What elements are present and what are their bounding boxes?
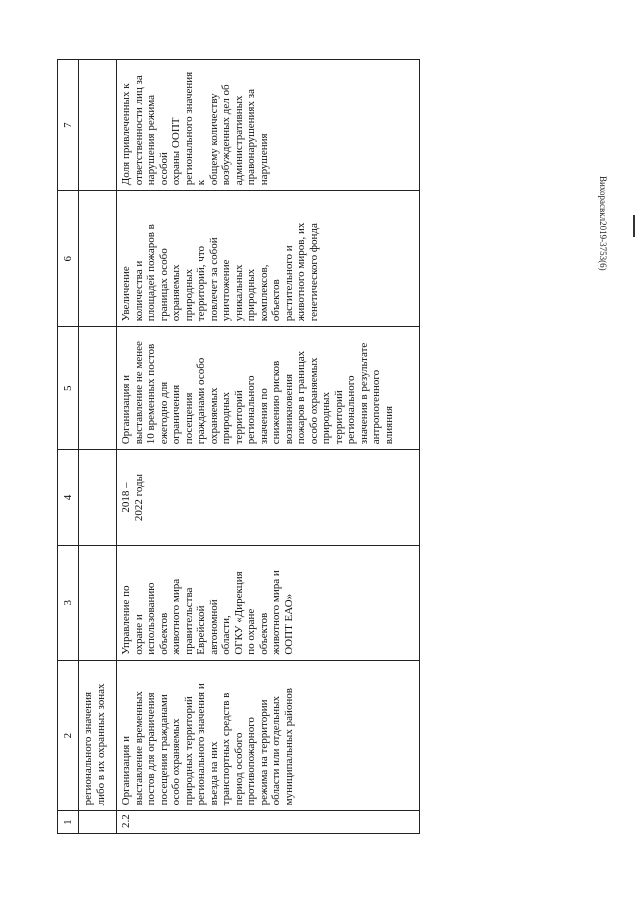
row-number: 2.2	[117, 811, 420, 834]
table-cell	[79, 60, 117, 191]
side-stamp	[598, 176, 618, 271]
table-cell	[79, 450, 117, 546]
column-number: 5	[58, 327, 79, 450]
consequence-text: Увеличение количества и площадей пожаров в границах особо охраняемых природных территорий, что повлечет за собой уничтожение уникальных природных комплексов, объектов растительного и животного миров, их генетического фонда	[117, 191, 420, 327]
measures-table	[57, 59, 420, 834]
continuation-text: регионального значения либо в их охранных зонах	[79, 660, 117, 811]
column-number: 7	[58, 60, 79, 191]
side-stamp-text: Вихорасвкл2019-3753(6)	[598, 176, 608, 271]
column-number: 1	[58, 811, 79, 834]
column-number-row	[58, 60, 79, 834]
indicator-text: Доля привлеченных к ответственности лиц за нарушения режима особой охраны ООПТ регионального значения к общему количеству возбужденных дел об административных правонарушениях за нарушения	[117, 60, 420, 191]
table-cell	[79, 811, 117, 834]
term-text: 2018 – 2022 годы	[117, 450, 420, 546]
executor-text: Управление по охране и использованию объектов животного мира правительства Еврейской автономной области, ОГКУ «Дирекция по охране объектов животного мира и ООПТ ЕАО»	[117, 545, 420, 660]
table-cell	[79, 327, 117, 450]
column-number: 2	[58, 660, 79, 811]
table-cell	[79, 545, 117, 660]
result-text: Организация и выставление не менее 10 временных постов ежегодно для ограничения посещения гражданами особо охраняемых природных территорий регионального значения по снижению рисков возникновения пожаров в границах особо охраняемых природных территорий регионального значения в результате антропогенного влияния	[117, 327, 420, 450]
rotated-table-container	[57, 59, 420, 834]
column-number: 4	[58, 450, 79, 546]
continuation-row	[79, 60, 117, 834]
column-number: 6	[58, 191, 79, 327]
edge-mark	[633, 215, 635, 237]
table-cell	[79, 191, 117, 327]
table-row	[117, 60, 420, 834]
measure-text: Организация и выставление временных постов для ограничения посещения гражданами особо охраняемых природных территорий регионального значения и въезда на них транспортных средств в период особого противопожарного режима на территории области или отдельных муниципальных районов	[117, 660, 420, 811]
column-number: 3	[58, 545, 79, 660]
